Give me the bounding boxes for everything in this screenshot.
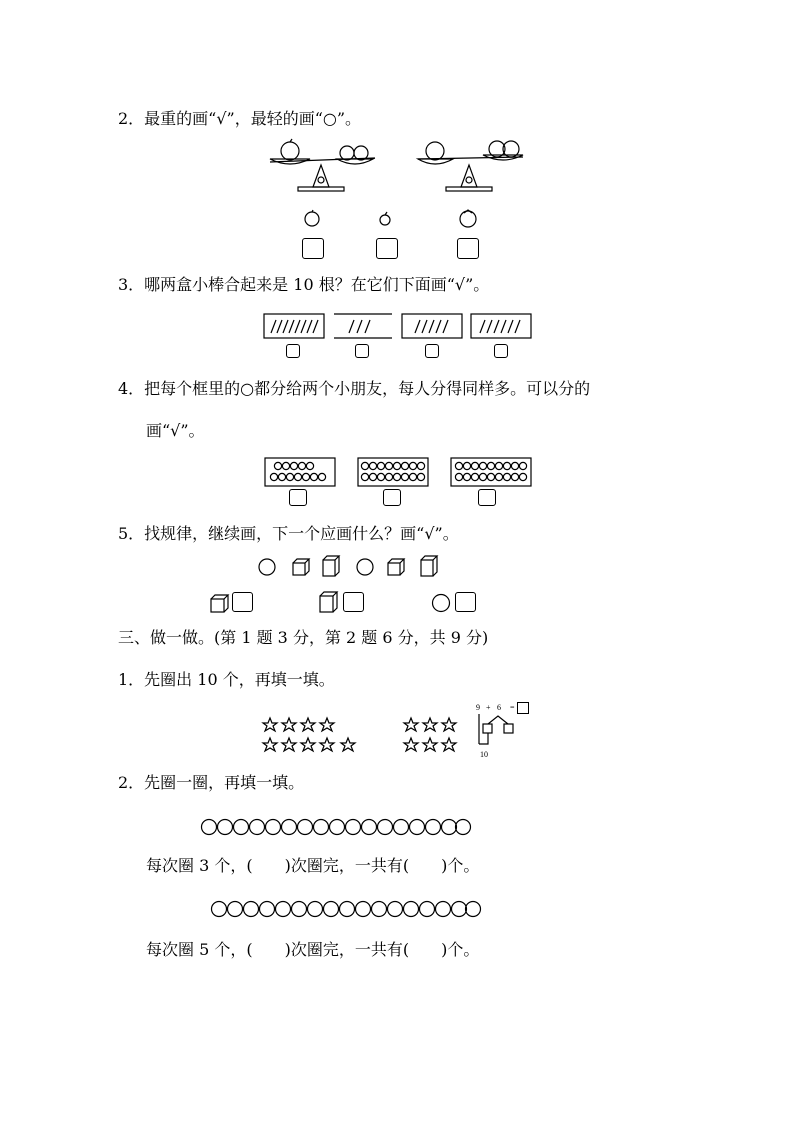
stick-box-icon xyxy=(333,313,393,339)
s3q2-text: 2．先圈一圈，再填一填。 xyxy=(118,773,305,792)
answer-box[interactable] xyxy=(457,238,479,259)
apple-icon xyxy=(457,207,479,229)
section3-title: 三、做一做。(第 1 题 3 分，第 2 题 6 分，共 9 分) xyxy=(118,628,489,647)
q4-text-line1: 4．把每个框里的○都分给两个小朋友，每人分得同样多。可以分的 xyxy=(118,379,591,398)
apple-icon xyxy=(302,208,322,228)
stick-box-icon xyxy=(470,313,532,339)
answer-box[interactable] xyxy=(289,489,307,506)
q4-text-line2: 画“√”。 xyxy=(146,421,205,440)
answer-box[interactable] xyxy=(455,592,476,612)
apple-icon xyxy=(376,210,394,228)
answer-box[interactable] xyxy=(383,489,401,506)
stick-box-icon xyxy=(263,313,325,339)
number-split-diagram xyxy=(474,712,524,752)
answer-box[interactable] xyxy=(343,592,364,612)
answer-box[interactable] xyxy=(355,344,369,358)
balance-scale-icon xyxy=(413,135,533,195)
cube-icon xyxy=(318,590,342,614)
apple-row-icon xyxy=(210,899,480,919)
answer-box[interactable] xyxy=(494,344,508,358)
answer-box[interactable] xyxy=(425,344,439,358)
eq-equals: = xyxy=(510,703,515,712)
stick-box-icon xyxy=(401,313,463,339)
eq-a: 9 xyxy=(476,703,480,712)
q2-text: 2．最重的画“√”，最轻的画“○”。 xyxy=(118,109,362,128)
s3q2-line1: 每次圈 3 个，( )次圈完，一共有( )个。 xyxy=(146,856,480,875)
answer-box[interactable] xyxy=(376,238,398,259)
pattern-sequence-icon xyxy=(255,555,445,580)
circle-box-icon xyxy=(450,457,532,487)
circle-icon xyxy=(430,592,452,614)
circle-box-icon xyxy=(357,457,429,487)
circle-box-icon xyxy=(264,457,336,487)
eq-ten: 10 xyxy=(480,750,488,759)
star-group-icon xyxy=(262,716,362,756)
answer-box[interactable] xyxy=(302,238,324,259)
eq-plus: + xyxy=(486,703,491,712)
answer-box[interactable] xyxy=(478,489,496,506)
answer-box[interactable] xyxy=(232,592,253,612)
s3q2-line2: 每次圈 5 个，( )次圈完，一共有( )个。 xyxy=(146,940,480,959)
q3-text: 3．哪两盒小棒合起来是 10 根？在它们下面画“√”。 xyxy=(118,275,490,294)
apple-row-icon xyxy=(200,817,470,837)
q5-text: 5．找规律，继续画，下一个应画什么？画“√”。 xyxy=(118,524,459,543)
cube-icon xyxy=(209,592,233,614)
balance-scale-icon xyxy=(265,135,385,195)
s3q1-text: 1．先圈出 10 个，再填一填。 xyxy=(118,670,335,689)
eq-b: 6 xyxy=(497,703,501,712)
answer-box[interactable] xyxy=(286,344,300,358)
star-group-icon xyxy=(403,716,463,756)
